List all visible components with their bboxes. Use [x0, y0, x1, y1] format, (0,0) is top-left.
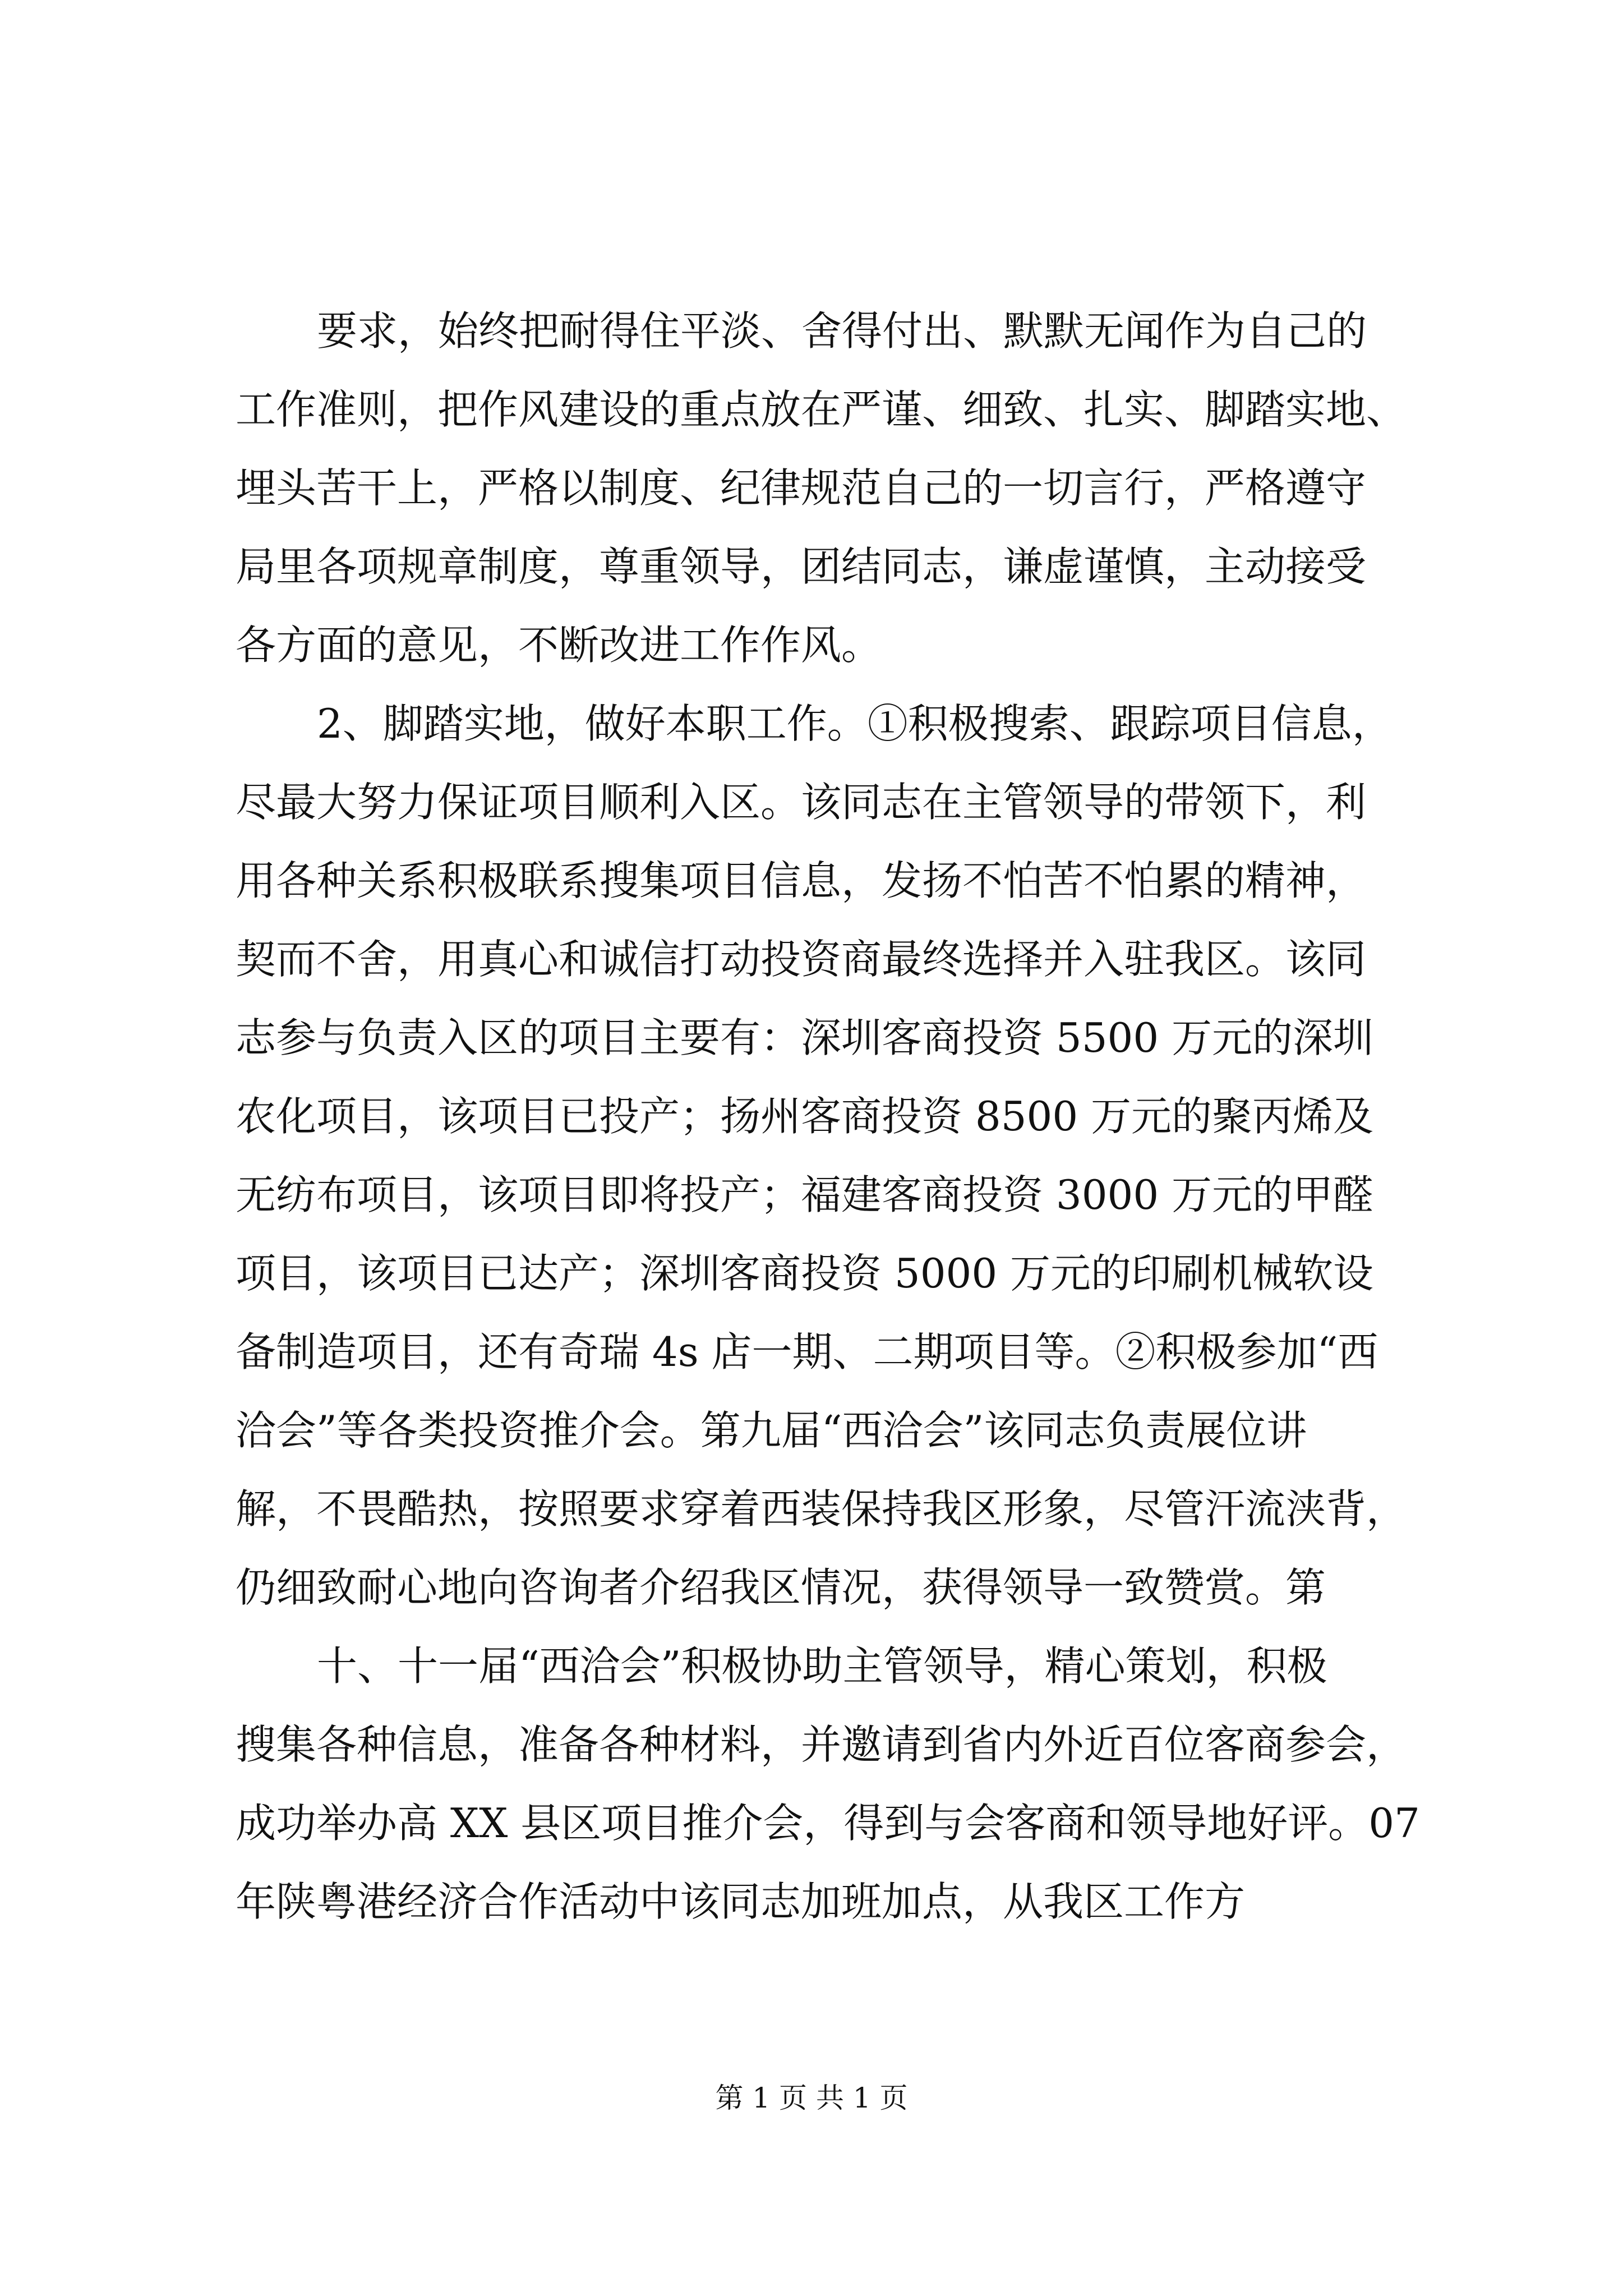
text-line: 农化项目，该项目已投产；扬州客商投资 8500 万元的聚丙烯及 — [236, 1093, 1374, 1140]
text-line: 解，不畏酷热，按照要求穿着西装保持我区形象，尽管汗流浃背， — [236, 1485, 1407, 1533]
text-line: 埋头苦干上，严格以制度、纪律规范自己的一切言行，严格遵守 — [236, 464, 1367, 512]
text-line: 局里各项规章制度，尊重领导，团结同志，谦虚谨慎，主动接受 — [236, 543, 1367, 590]
text-line: 项目，该项目已达产；深圳客商投资 5000 万元的印刷机械软设 — [236, 1250, 1374, 1297]
text-line: 志参与负责入区的项目主要有：深圳客商投资 5500 万元的深圳 — [236, 1014, 1374, 1061]
document-body — [236, 292, 1424, 1941]
text-line: 搜集各种信息，准备各种材料，并邀请到省内外近百位客商参会， — [236, 1721, 1407, 1768]
text-line: 工作准则，把作风建设的重点放在严谨、细致、扎实、脚踏实地、 — [236, 386, 1407, 433]
text-line: 2、脚踏实地，做好本职工作。①积极搜索、跟踪项目信息， — [317, 700, 1393, 747]
text-line: 十、十一届“西洽会”积极协助主管领导，精心策划，积极 — [317, 1642, 1327, 1690]
paragraph-1 — [236, 292, 1424, 684]
text-line: 契而不舍，用真心和诚信打动投资商最终选择并入驻我区。该同 — [236, 936, 1367, 983]
paragraph-3 — [236, 1627, 1424, 1941]
text-line: 要求，始终把耐得住平淡、舍得付出、默默无闻作为自己的 — [317, 307, 1367, 355]
text-line: 无纺布项目，该项目即将投产；福建客商投资 3000 万元的甲醛 — [236, 1171, 1374, 1218]
text-line: 仍细致耐心地向咨询者介绍我区情况，获得领导一致赞赏。第 — [236, 1564, 1326, 1611]
text-line: 各方面的意见，不断改进工作作风。 — [236, 622, 882, 669]
page-number-footer: 第 1 页 共 1 页 — [715, 2082, 908, 2114]
text-line: 尽最大努力保证项目顺利入区。该同志在主管领导的带领下，利 — [236, 779, 1367, 826]
text-line: 洽会”等各类投资推介会。第九届“西洽会”该同志负责展位讲 — [236, 1407, 1307, 1454]
text-line: 备制造项目，还有奇瑞 4s 店一期、二期项目等。②积极参加“西 — [236, 1328, 1378, 1375]
text-line: 年陕粤港经济合作活动中该同志加班加点，从我区工作方 — [236, 1878, 1246, 1925]
text-line: 成功举办高 XX 县区项目推介会，得到与会客商和领导地好评。07 — [236, 1800, 1420, 1847]
paragraph-2 — [236, 684, 1424, 1627]
text-line: 用各种关系积极联系搜集项目信息，发扬不怕苦不怕累的精神， — [236, 857, 1367, 904]
